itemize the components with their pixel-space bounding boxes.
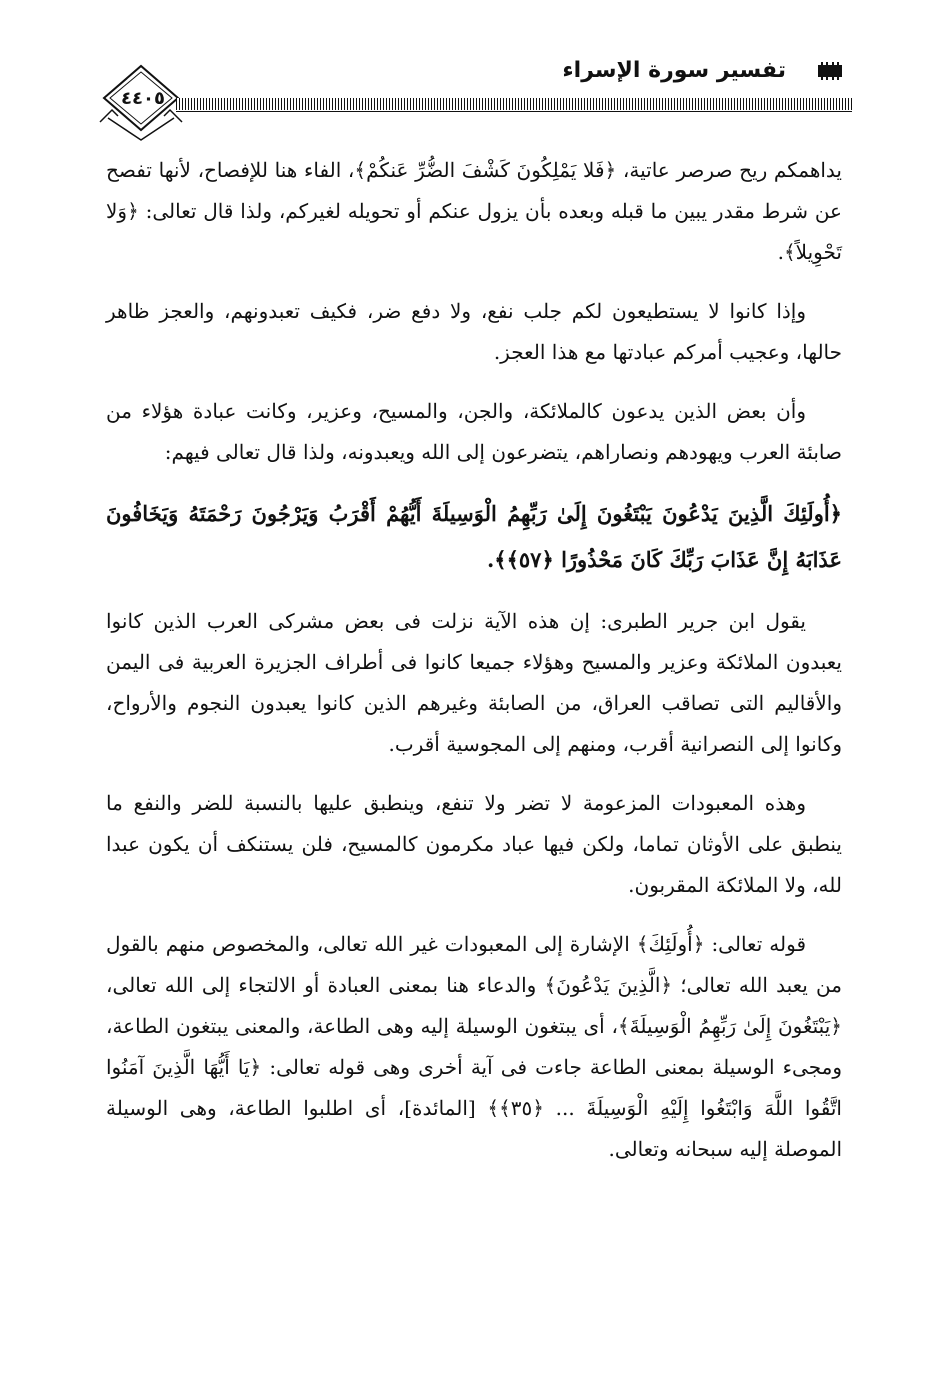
page-header [96,52,856,142]
paragraph-4: يقول ابن جرير الطبرى: إن هذه الآية نزلت فى بعض مشركى العرب الذين كانوا يعبدون الملائكة وعزير والمسيح وهؤلاء جميعا كانوا فى أطراف الجزيرة العربية فى اليمن والأقاليم التى تصاقب العراق، من الصابئة وغيرهم الذين كانوا يعبدون النجوم والأرواح، وكانوا إلى النصرانية أقرب، ومنهم إلى المجوسية أقرب. [106,609,842,756]
paragraph-2: وإذا كانوا لا يستطيعون لكم جلب نفع، ولا دفع ضر، فكيف تعبدونهم، والعجز ظاهر حالها، وعجيب أمركم عبادتها مع هذا العجز. [106,299,842,364]
running-title: تفسير سورة الإسراء [562,58,786,83]
paragraph-1: يداهمكم ريح صرصر عاتية، ﴿فَلا يَمْلِكُونَ كَشْفَ الضُّرِّ عَنكُمْ﴾، الفاء هنا للإفصاح، لأنها تفصح عن شرط مقدر يبين ما قبله وبعده بأن يزول عنكم أو تحويله لغيركم، ولذا قال تعالى: ﴿وَلا تَحْوِيلاً﴾. [106,158,842,264]
page-number-frame [98,58,184,142]
header-rule [176,98,852,110]
paragraph-5: وهذه المعبودات المزعومة لا تضر ولا تنفع، وينطبق عليها بالنسبة للضر والنفع ما ينطبق على الأوثان تماما، ولكن فيها عباد مكرمون كالمسيح، فلن يستنكف أن يكون عبدا لله، ولا الملائكة المقربون. [106,791,842,897]
paragraph-3: وأن بعض الذين يدعون كالملائكة، والجن، والمسيح، وعزير، وكانت عبادة هؤلاء من صابئة العرب ويهودهم ونصاراهم، يتضرعون إلى الله ويعبدونه، ولذا قال تعالى فيهم: [106,399,842,464]
page-number: ٤٤٠٥ [121,88,165,109]
header-ornament-icon [818,62,842,80]
header-rule-line [176,111,852,112]
quran-verse: ﴿أُولَئِكَ الَّذِينَ يَدْعُونَ يَبْتَغُونَ إِلَىٰ رَبِّهِمُ الْوَسِيلَةَ أَيُّهُمْ أَقْرَبُ وَيَرْجُونَ رَحْمَتَهُ وَيَخَافُونَ عَذَابَهُ إِنَّ عَذَابَ رَبِّكَ كَانَ مَحْذُورًا ﴿٥٧﴾﴾. [106,501,842,572]
body-text [106,150,842,1188]
paragraph-6: قوله تعالى: ﴿أُولَئِكَ﴾ الإشارة إلى المعبودات غير الله تعالى، والمخصوص منهم بالقول من يعبد الله تعالى؛ ﴿الَّذِينَ يَدْعُونَ﴾ والدعاء هنا بمعنى العبادة أو الالتجاء إلى الله تعالى، ﴿يَبْتَغُونَ إِلَىٰ رَبِّهِمُ الْوَسِيلَةَ﴾، أى يبتغون الوسيلة إليه وهى الطاعة، والمعنى يبتغون الطاعة، ومجىء الوسيلة بمعنى الطاعة جاءت فى آية أخرى وهى قوله تعالى: ﴿يَا أَيُّهَا الَّذِينَ آمَنُوا اتَّقُوا اللَّهَ وَابْتَغُوا إِلَيْهِ الْوَسِيلَةَ ... ﴿٣٥﴾﴾ [المائدة]، أى اطلبوا الطاعة، وهى الوسيلة الموصلة إليه سبحانه وتعالى. [106,932,842,1161]
